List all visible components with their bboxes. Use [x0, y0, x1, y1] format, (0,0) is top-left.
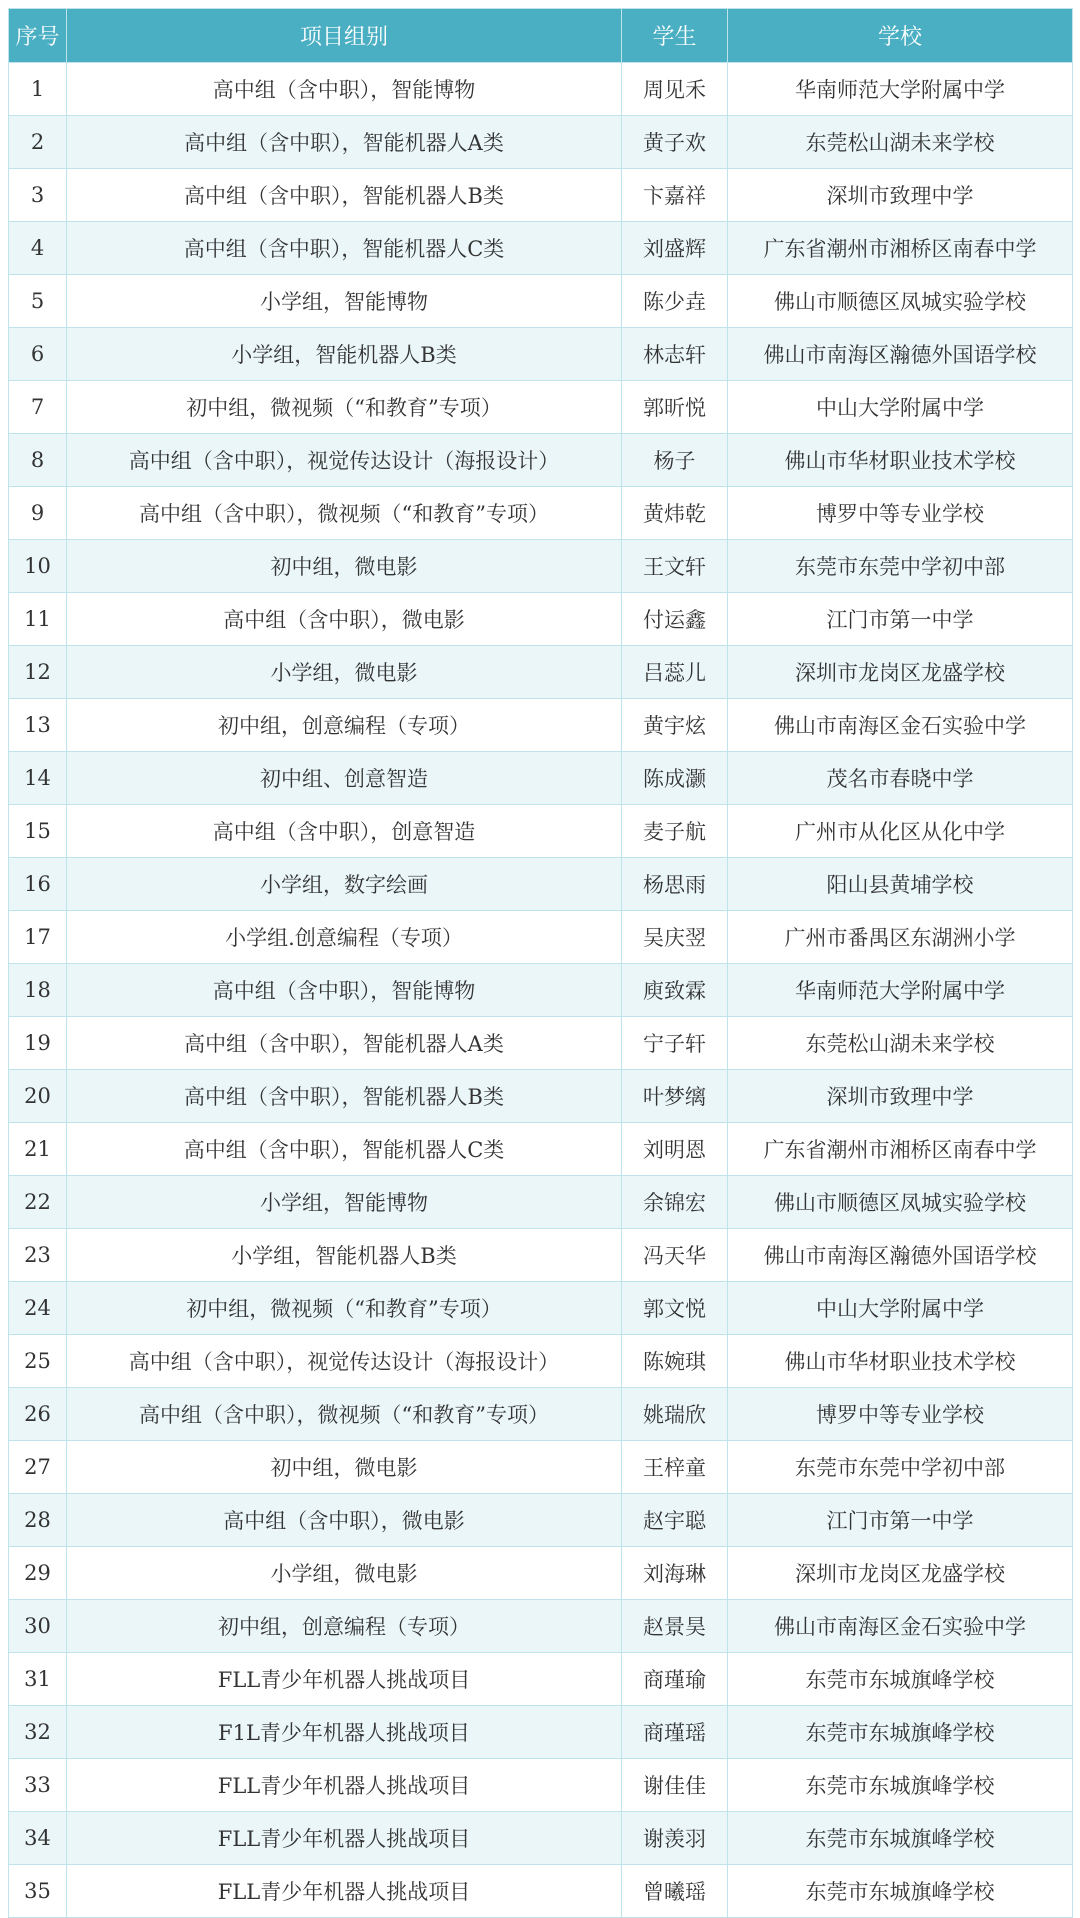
cell-school: 佛山市华材职业技术学校 [728, 1335, 1073, 1388]
table-row [9, 434, 1073, 487]
cell-category: 小学组，智能博物 [67, 1176, 622, 1229]
table-row [9, 1335, 1073, 1388]
cell-category: FLL青少年机器人挑战项目 [67, 1653, 622, 1706]
cell-category: 高中组（含中职），微电影 [67, 1494, 622, 1547]
cell-student: 黄子欢 [622, 116, 728, 169]
cell-student: 郭昕悦 [622, 381, 728, 434]
cell-student: 刘明恩 [622, 1123, 728, 1176]
table-row [9, 222, 1073, 275]
table-row [9, 1441, 1073, 1494]
cell-student: 庾致霖 [622, 964, 728, 1017]
cell-category: 高中组（含中职），微视频（“和教育”专项） [67, 1388, 622, 1441]
cell-no: 23 [9, 1229, 67, 1282]
table-row [9, 1653, 1073, 1706]
cell-school: 江门市第一中学 [728, 1494, 1073, 1547]
cell-school: 江门市第一中学 [728, 593, 1073, 646]
cell-student: 姚瑞欣 [622, 1388, 728, 1441]
cell-no: 16 [9, 858, 67, 911]
cell-school: 阳山县黄埔学校 [728, 858, 1073, 911]
cell-student: 周见禾 [622, 63, 728, 116]
cell-student: 黄炜乾 [622, 487, 728, 540]
cell-category: 小学组，数字绘画 [67, 858, 622, 911]
cell-school: 东莞市东城旗峰学校 [728, 1759, 1073, 1812]
cell-category: 小学组.创意编程（专项） [67, 911, 622, 964]
cell-student: 商瑾瑶 [622, 1706, 728, 1759]
cell-school: 佛山市南海区金石实验中学 [728, 699, 1073, 752]
cell-school: 深圳市龙岗区龙盛学校 [728, 646, 1073, 699]
cell-student: 谢羡羽 [622, 1812, 728, 1865]
cell-category: 高中组（含中职），创意智造 [67, 805, 622, 858]
cell-category: 高中组（含中职），智能博物 [67, 63, 622, 116]
cell-no: 24 [9, 1282, 67, 1335]
cell-student: 吕蕊儿 [622, 646, 728, 699]
cell-school: 华南师范大学附属中学 [728, 964, 1073, 1017]
cell-no: 10 [9, 540, 67, 593]
cell-no: 7 [9, 381, 67, 434]
cell-category: 高中组（含中职），视觉传达设计（海报设计） [67, 434, 622, 487]
table-row [9, 1282, 1073, 1335]
cell-student: 王梓童 [622, 1441, 728, 1494]
cell-no: 6 [9, 328, 67, 381]
cell-no: 32 [9, 1706, 67, 1759]
cell-category: 高中组（含中职），智能机器人B类 [67, 169, 622, 222]
cell-student: 宁子轩 [622, 1017, 728, 1070]
cell-no: 29 [9, 1547, 67, 1600]
cell-student: 吴庆翌 [622, 911, 728, 964]
table-row [9, 1812, 1073, 1865]
cell-category: 初中组，微视频（“和教育”专项） [67, 1282, 622, 1335]
cell-no: 4 [9, 222, 67, 275]
cell-category: 高中组（含中职），微视频（“和教育”专项） [67, 487, 622, 540]
cell-category: 初中组，微视频（“和教育”专项） [67, 381, 622, 434]
table-row [9, 1229, 1073, 1282]
cell-student: 余锦宏 [622, 1176, 728, 1229]
table-row [9, 1070, 1073, 1123]
table-row [9, 1017, 1073, 1070]
table-row [9, 1123, 1073, 1176]
cell-no: 11 [9, 593, 67, 646]
cell-category: 高中组（含中职），智能机器人B类 [67, 1070, 622, 1123]
cell-school: 佛山市南海区金石实验中学 [728, 1600, 1073, 1653]
cell-school: 博罗中等专业学校 [728, 487, 1073, 540]
cell-category: 高中组（含中职），智能机器人A类 [67, 1017, 622, 1070]
cell-student: 付运鑫 [622, 593, 728, 646]
header-school: 学校 [728, 9, 1073, 63]
cell-no: 22 [9, 1176, 67, 1229]
table-row [9, 911, 1073, 964]
cell-no: 2 [9, 116, 67, 169]
cell-category: 高中组（含中职），智能机器人C类 [67, 222, 622, 275]
cell-no: 34 [9, 1812, 67, 1865]
cell-school: 深圳市致理中学 [728, 169, 1073, 222]
table-row [9, 1494, 1073, 1547]
cell-category: 小学组，智能机器人B类 [67, 328, 622, 381]
cell-school: 华南师范大学附属中学 [728, 63, 1073, 116]
cell-no: 3 [9, 169, 67, 222]
table-row [9, 487, 1073, 540]
cell-no: 30 [9, 1600, 67, 1653]
cell-category: 初中组，创意编程（专项） [67, 699, 622, 752]
cell-school: 广州市从化区从化中学 [728, 805, 1073, 858]
cell-school: 东莞松山湖未来学校 [728, 116, 1073, 169]
cell-student: 郭文悦 [622, 1282, 728, 1335]
table-row [9, 275, 1073, 328]
table-row [9, 964, 1073, 1017]
cell-no: 18 [9, 964, 67, 1017]
cell-school: 博罗中等专业学校 [728, 1388, 1073, 1441]
cell-student: 杨思雨 [622, 858, 728, 911]
cell-student: 曾曦瑶 [622, 1865, 728, 1918]
table-body [9, 63, 1073, 1918]
table-row [9, 699, 1073, 752]
cell-category: 高中组（含中职），智能机器人A类 [67, 116, 622, 169]
cell-no: 13 [9, 699, 67, 752]
cell-category: 初中组，创意编程（专项） [67, 1600, 622, 1653]
cell-no: 21 [9, 1123, 67, 1176]
cell-category: 初中组，微电影 [67, 540, 622, 593]
cell-category: 高中组（含中职），视觉传达设计（海报设计） [67, 1335, 622, 1388]
cell-category: 高中组（含中职），智能博物 [67, 964, 622, 1017]
cell-school: 深圳市致理中学 [728, 1070, 1073, 1123]
cell-no: 35 [9, 1865, 67, 1918]
cell-student: 谢佳佳 [622, 1759, 728, 1812]
cell-student: 赵宇聪 [622, 1494, 728, 1547]
table-row [9, 1759, 1073, 1812]
cell-school: 东莞市东城旗峰学校 [728, 1812, 1073, 1865]
cell-category: 小学组，微电影 [67, 1547, 622, 1600]
cell-category: 小学组，智能机器人B类 [67, 1229, 622, 1282]
cell-student: 卞嘉祥 [622, 169, 728, 222]
results-table [8, 8, 1073, 1918]
header-student: 学生 [622, 9, 728, 63]
header-row [9, 9, 1073, 63]
cell-student: 林志轩 [622, 328, 728, 381]
table-row [9, 805, 1073, 858]
cell-student: 杨子 [622, 434, 728, 487]
cell-no: 19 [9, 1017, 67, 1070]
cell-category: 高中组（含中职），智能机器人C类 [67, 1123, 622, 1176]
cell-no: 26 [9, 1388, 67, 1441]
cell-school: 东莞市东城旗峰学校 [728, 1865, 1073, 1918]
cell-student: 麦子航 [622, 805, 728, 858]
table-row [9, 328, 1073, 381]
table-row [9, 63, 1073, 116]
cell-school: 佛山市顺德区凤城实验学校 [728, 275, 1073, 328]
table-row [9, 646, 1073, 699]
cell-student: 冯天华 [622, 1229, 728, 1282]
cell-no: 31 [9, 1653, 67, 1706]
cell-no: 5 [9, 275, 67, 328]
table-row [9, 116, 1073, 169]
table-row [9, 1547, 1073, 1600]
cell-no: 17 [9, 911, 67, 964]
cell-category: 小学组，智能博物 [67, 275, 622, 328]
table-row [9, 752, 1073, 805]
table-header [9, 9, 1073, 63]
table-row [9, 1706, 1073, 1759]
table-row [9, 381, 1073, 434]
cell-school: 东莞市东莞中学初中部 [728, 1441, 1073, 1494]
cell-category: 初中组、创意智造 [67, 752, 622, 805]
cell-school: 佛山市华材职业技术学校 [728, 434, 1073, 487]
table-row [9, 1388, 1073, 1441]
cell-school: 东莞市东城旗峰学校 [728, 1653, 1073, 1706]
cell-student: 陈婉琪 [622, 1335, 728, 1388]
cell-student: 叶梦缡 [622, 1070, 728, 1123]
cell-no: 27 [9, 1441, 67, 1494]
cell-category: F1L青少年机器人挑战项目 [67, 1706, 622, 1759]
table-row [9, 169, 1073, 222]
cell-category: FLL青少年机器人挑战项目 [67, 1812, 622, 1865]
cell-no: 28 [9, 1494, 67, 1547]
cell-school: 广东省潮州市湘桥区南春中学 [728, 1123, 1073, 1176]
cell-no: 9 [9, 487, 67, 540]
cell-category: 初中组，微电影 [67, 1441, 622, 1494]
header-category: 项目组别 [67, 9, 622, 63]
cell-student: 黄宇炫 [622, 699, 728, 752]
header-no: 序号 [9, 9, 67, 63]
cell-school: 佛山市南海区瀚德外国语学校 [728, 328, 1073, 381]
table-row [9, 1865, 1073, 1918]
cell-school: 中山大学附属中学 [728, 381, 1073, 434]
cell-category: FLL青少年机器人挑战项目 [67, 1865, 622, 1918]
cell-no: 15 [9, 805, 67, 858]
table-row [9, 1600, 1073, 1653]
cell-no: 25 [9, 1335, 67, 1388]
cell-school: 茂名市春晓中学 [728, 752, 1073, 805]
table-row [9, 593, 1073, 646]
cell-no: 33 [9, 1759, 67, 1812]
cell-school: 佛山市顺德区凤城实验学校 [728, 1176, 1073, 1229]
cell-no: 14 [9, 752, 67, 805]
cell-school: 东莞松山湖未来学校 [728, 1017, 1073, 1070]
cell-student: 陈少垚 [622, 275, 728, 328]
cell-no: 8 [9, 434, 67, 487]
cell-student: 商瑾瑜 [622, 1653, 728, 1706]
table-row [9, 540, 1073, 593]
cell-student: 赵景昊 [622, 1600, 728, 1653]
cell-school: 东莞市东莞中学初中部 [728, 540, 1073, 593]
cell-no: 20 [9, 1070, 67, 1123]
cell-student: 王文轩 [622, 540, 728, 593]
cell-school: 东莞市东城旗峰学校 [728, 1706, 1073, 1759]
cell-school: 佛山市南海区瀚德外国语学校 [728, 1229, 1073, 1282]
cell-category: 高中组（含中职），微电影 [67, 593, 622, 646]
cell-school: 中山大学附属中学 [728, 1282, 1073, 1335]
cell-category: FLL青少年机器人挑战项目 [67, 1759, 622, 1812]
cell-no: 1 [9, 63, 67, 116]
cell-school: 广东省潮州市湘桥区南春中学 [728, 222, 1073, 275]
cell-student: 陈成灏 [622, 752, 728, 805]
table-row [9, 1176, 1073, 1229]
cell-school: 深圳市龙岗区龙盛学校 [728, 1547, 1073, 1600]
cell-no: 12 [9, 646, 67, 699]
table-row [9, 858, 1073, 911]
results-table-container [8, 8, 1072, 1918]
cell-student: 刘盛辉 [622, 222, 728, 275]
cell-school: 广州市番禺区东湖洲小学 [728, 911, 1073, 964]
cell-category: 小学组，微电影 [67, 646, 622, 699]
cell-student: 刘海琳 [622, 1547, 728, 1600]
